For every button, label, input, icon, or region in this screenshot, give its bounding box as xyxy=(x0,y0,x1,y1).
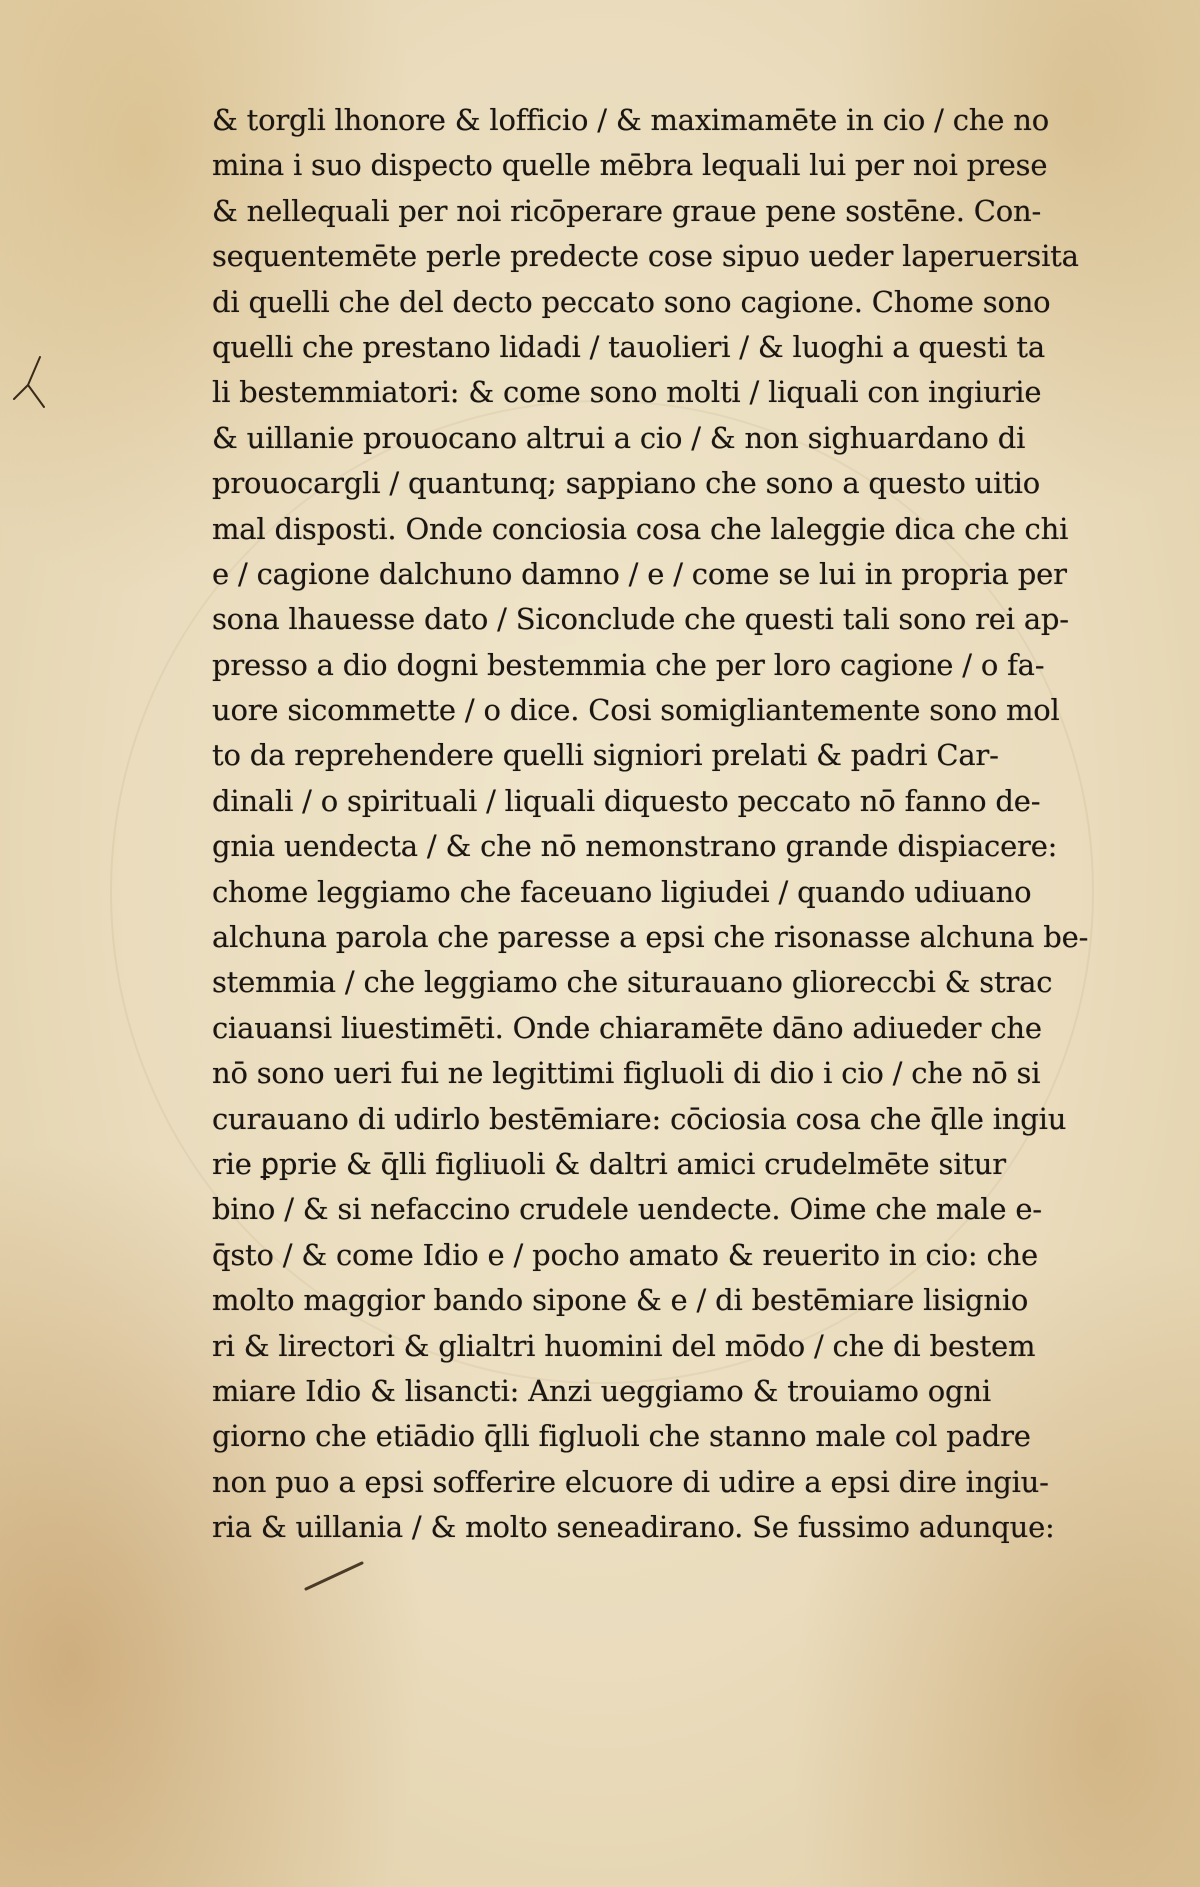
text-line: quelli che prestano lidadi / tauolieri / & luoghi a questi ta xyxy=(212,329,1045,364)
text-line: sona lhauesse dato / Siconclude che questi tali sono rei ap- xyxy=(212,602,1069,637)
text-line: q̄sto / & come Idio e / pocho amato & reuerito in cio: che xyxy=(212,1237,1038,1272)
text-line: molto maggior bando sipone & e / di bestēmiare lisignio xyxy=(212,1283,1029,1318)
text-line: & uillanie prouocano altrui a cio / & non sighuardano di xyxy=(212,420,1026,455)
text-line: to da reprehendere quelli signiori prelati & padri Car- xyxy=(212,738,999,773)
text-line: prouocargli / quantunq; sappiano che sono a questo uitio xyxy=(212,466,1040,501)
text-line: chome leggiamo che faceuano ligiudei / quando udiuano xyxy=(212,874,1032,909)
text-line: mal disposti. Onde conciosia cosa che laleggie dica che chi xyxy=(212,511,1069,546)
text-line: alchuna parola che paresse a epsi che risonasse alchuna be- xyxy=(212,920,1089,955)
text-line: ria & uillania / & molto seneadirano. Se fussimo adunque: xyxy=(212,1510,1055,1545)
text-line: nō sono ueri fui ne legittimi figluoli di dio i cio / che nō si xyxy=(212,1056,1041,1091)
text-line: & nellequali per noi ricōperare graue pene sostēne. Con- xyxy=(212,193,1042,228)
text-line: uore sicommette / o dice. Cosi somigliantemente sono mol xyxy=(212,693,1060,728)
text-line: presso a dio dogni bestemmia che per loro cagione / o fa- xyxy=(212,647,1045,682)
printed-text-block xyxy=(212,98,1112,1551)
text-line: stemmia / che leggiamo che siturauano glioreccbi & strac xyxy=(212,965,1053,1000)
text-line: bino / & si nefaccino crudele uendecte. Oime che male e- xyxy=(212,1192,1042,1227)
text-line: sequentemēte perle predecte cose sipuo ueder laperuersita xyxy=(212,239,1079,274)
text-line: mina i suo dispecto quelle mēbra lequali lui per noi prese xyxy=(212,148,1048,183)
text-line: curauano di udirlo bestēmiare: cōciosia cosa che q̄lle ingiu xyxy=(212,1101,1067,1136)
text-line: gnia uendecta / & che nō nemonstrano grande dispiacere: xyxy=(212,829,1058,864)
text-line: non puo a epsi sofferire elcuore di udire a epsi dire ingiu- xyxy=(212,1464,1049,1499)
text-line: ri & lirectori & glialtri huomini del mōdo / che di bestem xyxy=(212,1328,1036,1363)
text-line: & torgli lhonore & lofficio / & maximamēte in cio / che no xyxy=(212,103,1049,137)
text-line: rie ꝑprie & q̄lli figliuoli & daltri amici crudelmēte situr xyxy=(212,1146,1006,1181)
marginal-pen-mark-icon xyxy=(10,355,50,415)
text-line: e / cagione dalchuno damno / e / come se lui in propria per xyxy=(212,556,1067,591)
text-line: giorno che etiādio q̄lli figluoli che stanno male col padre xyxy=(212,1419,1031,1454)
ink-stroke-mark-icon xyxy=(300,1555,370,1595)
text-line: di quelli che del decto peccato sono cagione. Chome sono xyxy=(212,284,1051,319)
text-line: miare Idio & lisancti: Anzi ueggiamo & trouiamo ogni xyxy=(212,1373,991,1408)
text-line: li bestemmiatori: & come sono molti / liquali con ingiurie xyxy=(212,375,1042,410)
text-line: ciauansi liuestimēti. Onde chiaramēte dāno adiueder che xyxy=(212,1010,1042,1045)
text-line: dinali / o spirituali / liquali diquesto peccato nō fanno de- xyxy=(212,783,1041,818)
